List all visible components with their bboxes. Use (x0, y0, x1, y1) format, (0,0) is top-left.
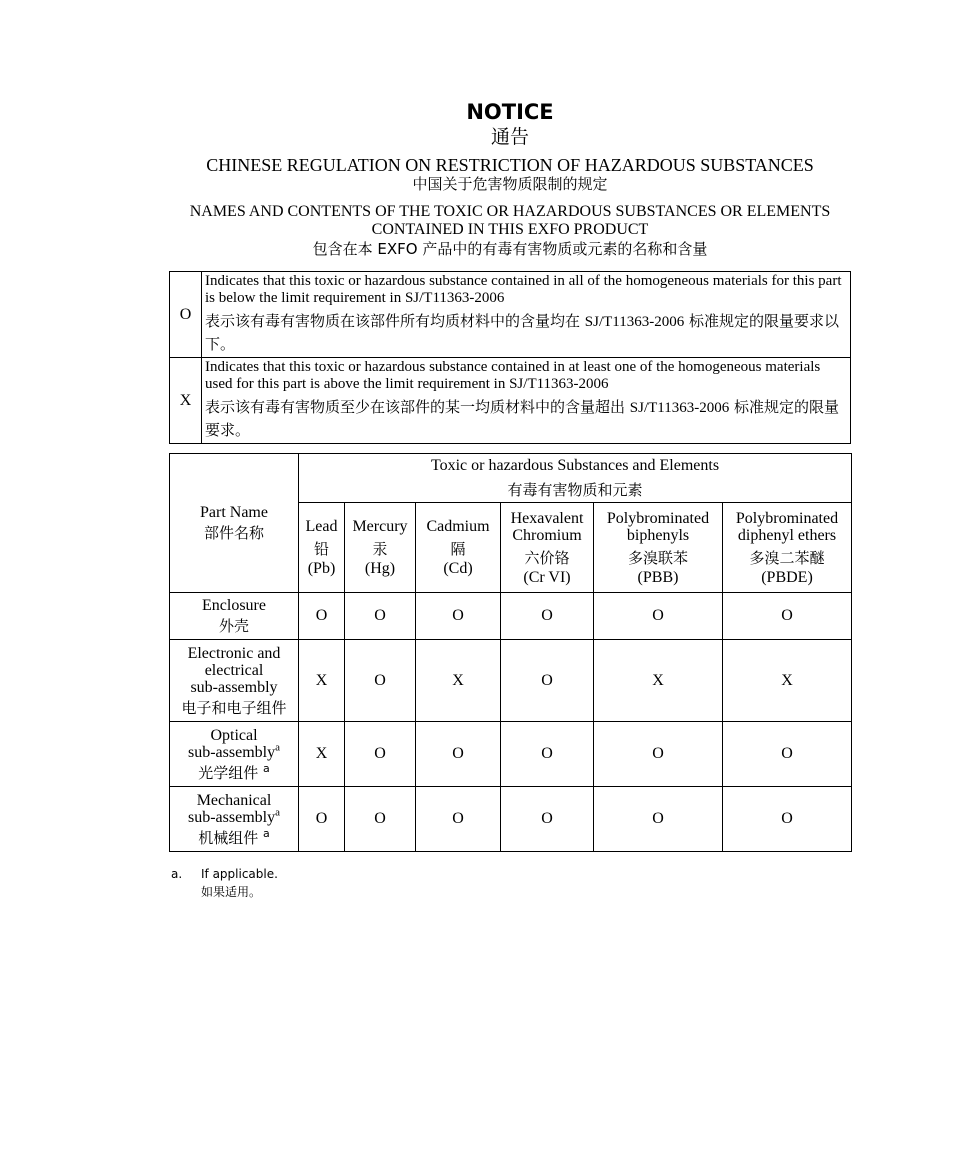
substance-value-cell: O (299, 787, 345, 852)
substance-value-cell: O (345, 593, 416, 640)
legend-standard: SJ/T11363-2006 (629, 400, 730, 416)
legend-symbol: X (170, 358, 202, 444)
part-name-cell (170, 640, 299, 722)
substance-value-cell: X (299, 722, 345, 787)
substance-value-cell: O (345, 722, 416, 787)
column-name-cn: 六价铬 (524, 548, 570, 567)
part-name-line (172, 662, 296, 679)
part-name-text: Mechanical (196, 791, 272, 809)
part-name-cell (170, 722, 299, 787)
table-row (170, 640, 852, 722)
part-name-text: Enclosure (202, 597, 266, 614)
part-name-text: sub-assembly (190, 678, 278, 696)
legend-text-cn (205, 396, 847, 441)
legend-text-cn-post: 标准规定的限量要求以下。 (205, 312, 840, 353)
column-name: Cadmium (426, 518, 490, 535)
substance-value-cell: O (501, 787, 594, 852)
part-name-cn-text: 机械组件 (198, 828, 259, 847)
substances-group-header (299, 454, 852, 503)
part-name-cn (172, 761, 296, 782)
footnote-text-cn: 如果适用。 (201, 885, 262, 899)
notice-title: NOTICE (466, 100, 554, 124)
footnote-text: If applicable. (201, 867, 278, 881)
legend-row-x (170, 358, 851, 444)
column-name: Polybrominated (735, 509, 839, 527)
legend-table (169, 271, 851, 444)
legend-description (202, 358, 851, 444)
substance-value-cell: X (594, 640, 723, 722)
column-header (416, 503, 501, 593)
table-row (170, 593, 852, 640)
column-header (594, 503, 723, 593)
legend-text-cn (205, 310, 847, 355)
column-symbol: (Cr VI) (523, 568, 571, 586)
part-name-text: Optical (210, 726, 258, 744)
column-name-cn: 汞 (372, 540, 388, 558)
regulation-heading-cn: 中国关于危害物质限制的规定 (412, 175, 608, 193)
part-name-cn-text: 电子和电子组件 (181, 698, 287, 717)
column-name-cn: 多溴二苯醚 (749, 548, 825, 567)
part-name-cell (170, 787, 299, 852)
part-name-cn (172, 618, 296, 635)
table-row (170, 787, 852, 852)
substance-value-cell: O (594, 722, 723, 787)
part-name-cn-text: 外壳 (218, 617, 249, 635)
table-group-header-row (170, 454, 852, 503)
column-name: Lead (305, 518, 338, 535)
part-name-header (170, 454, 299, 593)
footnote-marker: a. (171, 867, 183, 881)
column-name: Mercury (352, 518, 408, 535)
regulation-heading: CHINESE REGULATION ON RESTRICTION OF HAZARDOUS SUBSTANCES (206, 155, 814, 175)
substance-value-cell: O (501, 722, 594, 787)
substance-value-cell: X (416, 640, 501, 722)
substance-value-cell: O (299, 593, 345, 640)
names-contents-heading-cn: 包含在本 EXFO 产品中的有毒有害物质或元素的名称和含量 (312, 240, 708, 258)
substance-value-cell: O (416, 787, 501, 852)
substance-value-cell: O (416, 593, 501, 640)
part-name-header-label: Part Name (200, 504, 268, 521)
part-name-cn (172, 826, 296, 847)
footnote (171, 865, 278, 901)
legend-description (202, 272, 851, 358)
names-contents-line2: CONTAINED IN THIS EXFO PRODUCT (371, 221, 649, 238)
part-name-line (172, 645, 296, 662)
substances-table (169, 453, 852, 852)
legend-text-cn-pre: 表示该有毒有害物质至少在该部件的某一均质材料中的含量超出 (205, 398, 626, 416)
legend-text-cn-post: 标准规定的限量要求。 (205, 398, 840, 439)
footnote-ref-cn: a (263, 761, 270, 775)
legend-text-cn-pre: 表示该有毒有害物质在该部件所有均质材料中的含量均在 (205, 312, 581, 330)
column-symbol: (Pb) (307, 560, 336, 577)
column-name-cn: 铅 (313, 540, 329, 558)
legend-symbol: O (170, 272, 202, 358)
footnote-ref-cn: a (263, 826, 270, 840)
column-symbol: (Hg) (364, 560, 396, 577)
part-name-cn-text: 光学组件 (198, 763, 259, 782)
names-contents-heading (0, 203, 954, 239)
column-name: Polybrominated (606, 509, 710, 527)
column-header (299, 503, 345, 593)
column-name-cn: 多溴联苯 (627, 548, 688, 567)
column-symbol: (Cd) (443, 560, 473, 577)
table-row (170, 722, 852, 787)
substance-value-cell: O (345, 640, 416, 722)
substance-value-cell: O (594, 787, 723, 852)
legend-text: Indicates that this toxic or hazardous substance contained in all of the homogeneous materials for this part is below the limit requirement in SJ/T11363-2006 (205, 273, 842, 306)
part-name-line (172, 597, 296, 614)
substance-value-cell: O (723, 787, 852, 852)
part-name-cn (172, 700, 296, 717)
column-header (345, 503, 416, 593)
part-name-line (172, 806, 296, 826)
notice-title-cn: 通告 (490, 126, 529, 148)
legend-row-o (170, 272, 851, 358)
legend-standard: SJ/T11363-2006 (584, 314, 685, 330)
substance-value-cell: X (299, 640, 345, 722)
column-name: Hexavalent (510, 509, 584, 527)
column-symbol: (PBDE) (761, 568, 813, 586)
substance-value-cell: O (501, 593, 594, 640)
column-name-line2: diphenyl ethers (737, 526, 837, 544)
part-name-line (172, 679, 296, 696)
part-name-text: electrical (204, 661, 264, 679)
column-header (723, 503, 852, 593)
column-name-cn: 隔 (450, 540, 466, 558)
substance-value-cell: O (501, 640, 594, 722)
substance-value-cell: O (416, 722, 501, 787)
substance-value-cell: O (345, 787, 416, 852)
column-name-line2: Chromium (512, 526, 582, 544)
substance-value-cell: X (723, 640, 852, 722)
names-contents-line1: NAMES AND CONTENTS OF THE TOXIC OR HAZARDOUS SUBSTANCES OR ELEMENTS (189, 203, 831, 220)
legend-text: Indicates that this toxic or hazardous substance contained in at least one of the homogeneous materials used for this part is above the limit requirement in SJ/T11363-2006 (205, 359, 821, 392)
part-name-header-cn: 部件名称 (203, 524, 264, 542)
substance-value-cell: O (723, 593, 852, 640)
column-header (501, 503, 594, 593)
substance-value-cell: O (594, 593, 723, 640)
part-name-text: Electronic and (187, 644, 281, 662)
part-name-text: sub-assembly (188, 743, 276, 761)
substance-value-cell: O (723, 722, 852, 787)
substances-group-header-cn: 有毒有害物质和元素 (507, 481, 643, 499)
footnote-ref: a (275, 806, 280, 819)
substances-group-header-label: Toxic or hazardous Substances and Elements (430, 457, 720, 474)
column-name-line2: biphenyls (626, 526, 690, 544)
part-name-cell (170, 593, 299, 640)
column-symbol: (PBB) (637, 568, 679, 586)
part-name-text: sub-assembly (188, 808, 276, 826)
part-name-line (172, 741, 296, 761)
footnote-ref: a (275, 741, 280, 754)
